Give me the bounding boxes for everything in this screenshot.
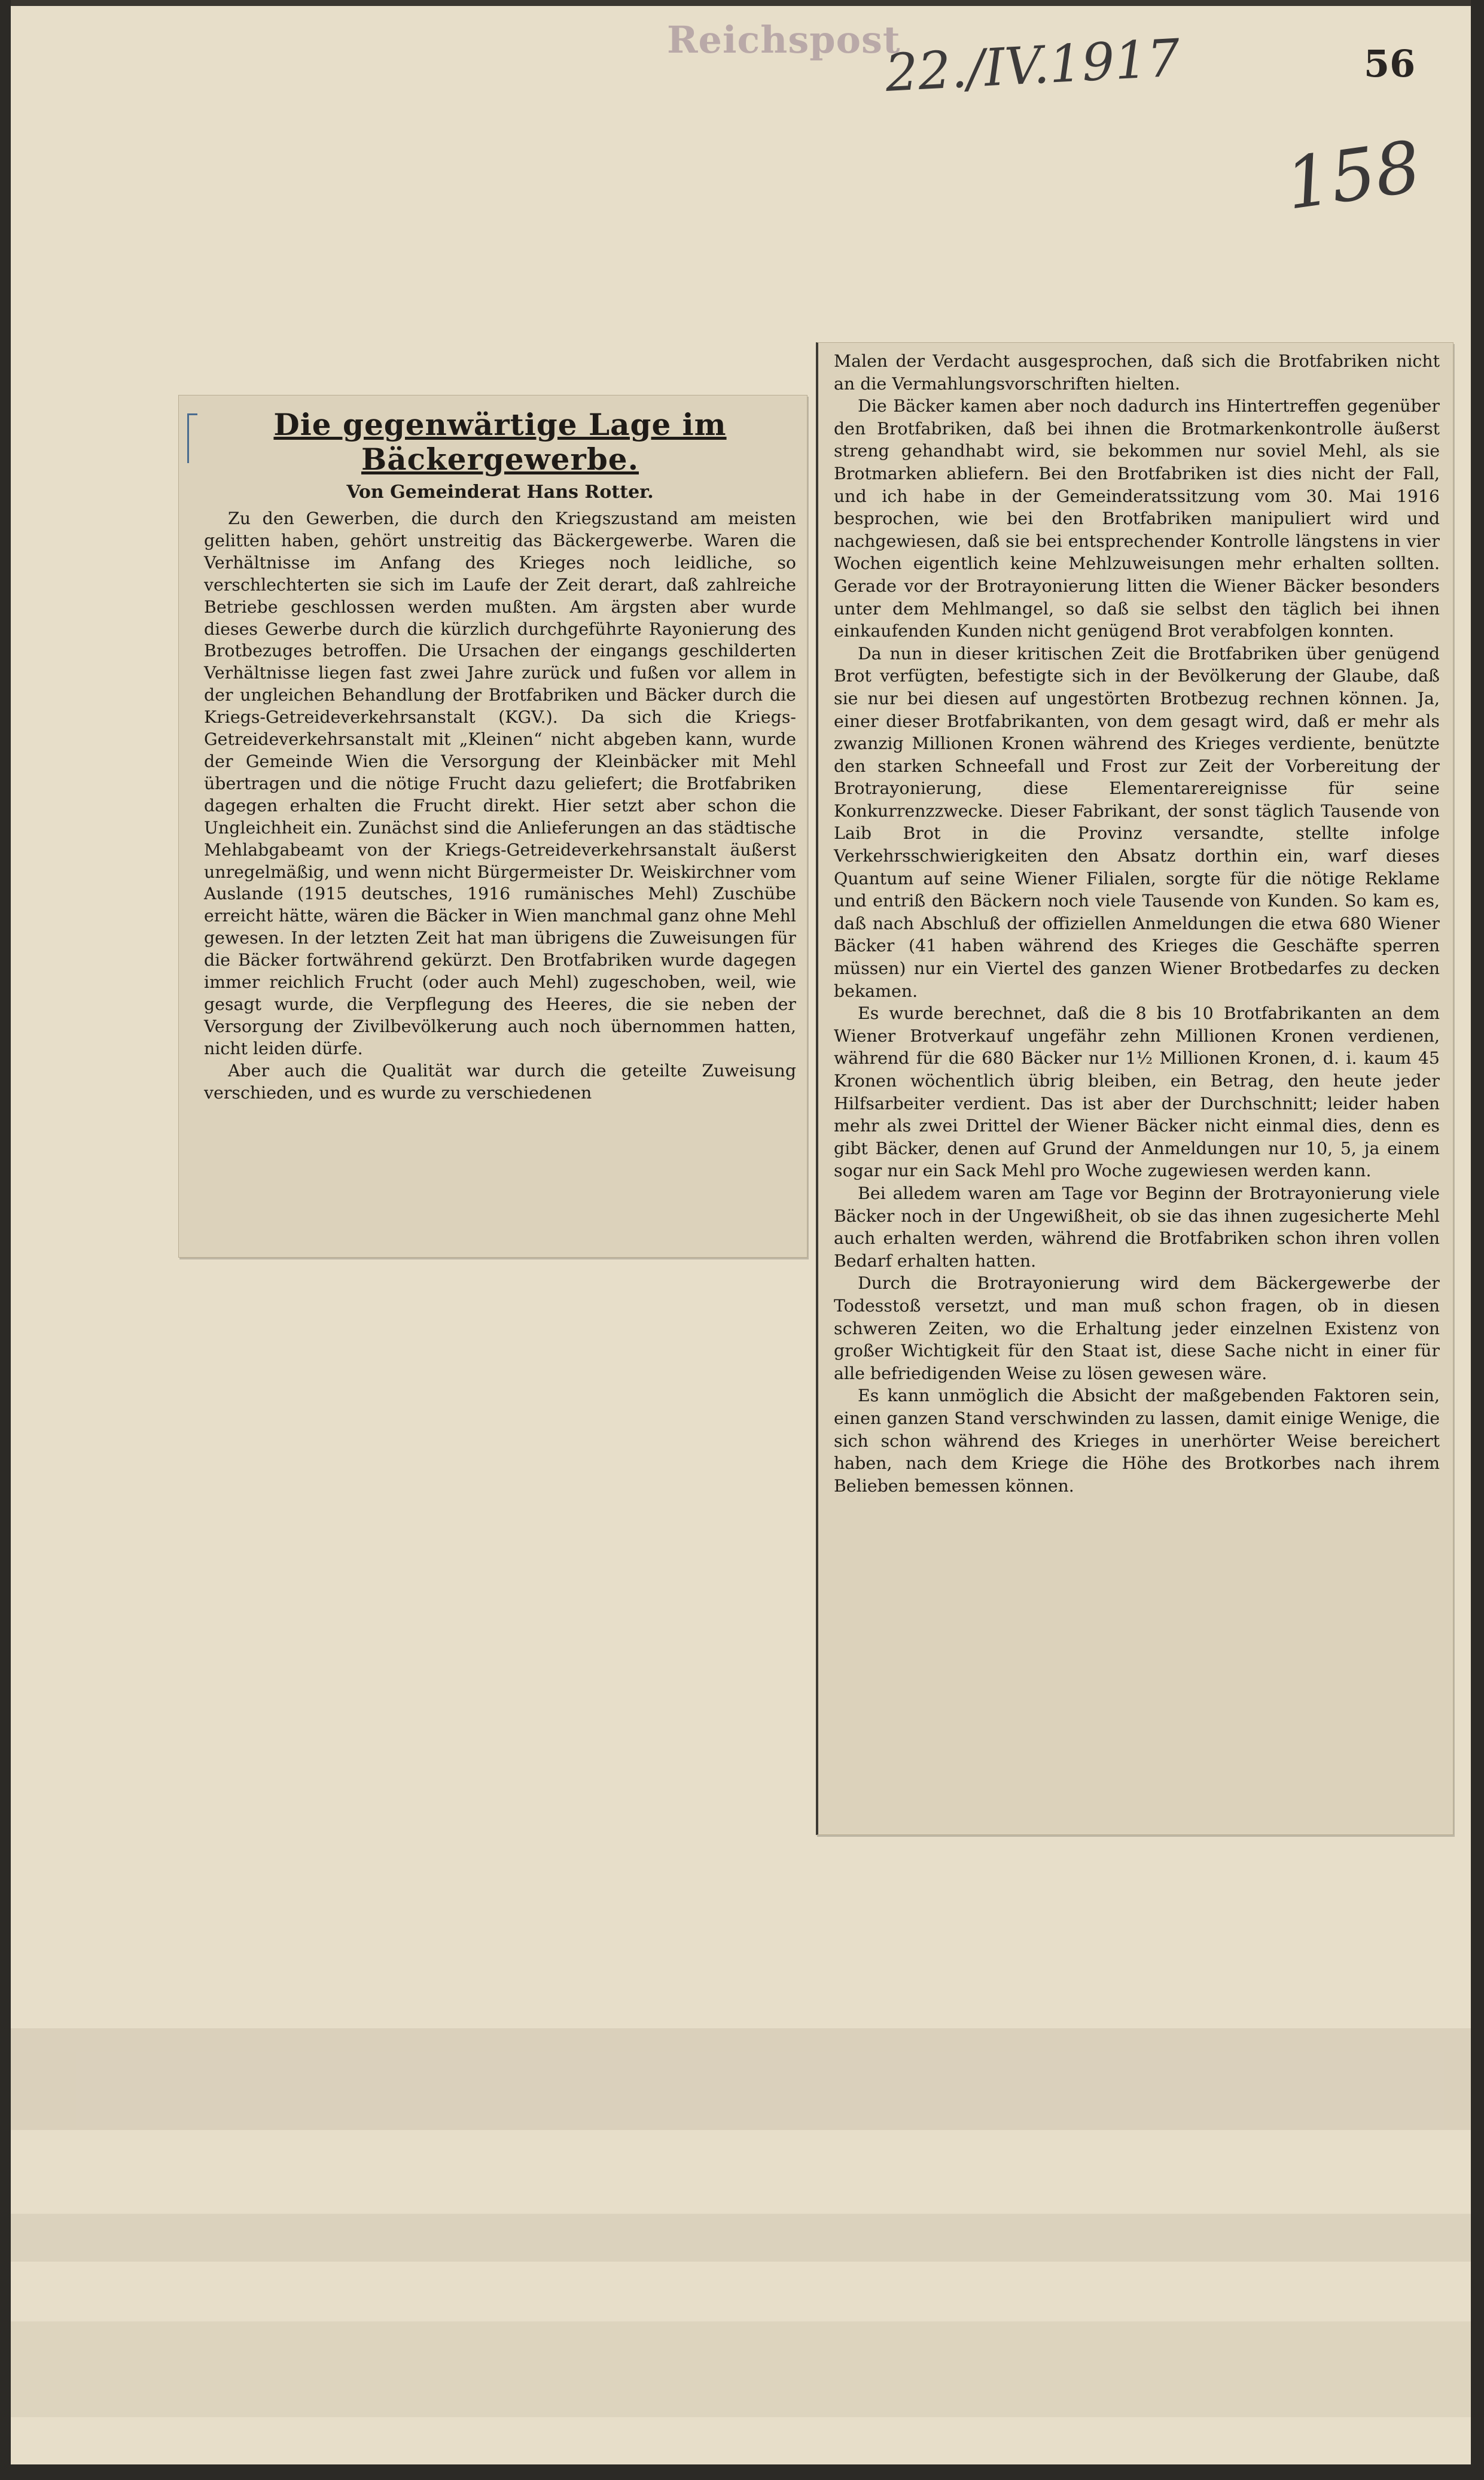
scan-frame-right bbox=[1471, 0, 1484, 2480]
paragraph: Aber auch die Qualität war durch die geteilte Zuweisung verschieden, und es wurde zu verschiedenen bbox=[204, 1060, 796, 1103]
handwritten-archive-number: 158 bbox=[1280, 124, 1426, 226]
paper-fold-shadow bbox=[11, 2214, 1471, 2262]
paragraph: Da nun in dieser kritischen Zeit die Brotfabriken über genügend Brot verfügten, befestigte sich in der Bevölkerung der Glaube, daß sie nur bei diesen auf ungestörten Brotbezug rechnen können. Ja, einer dieser Brotfabrikanten, von dem gesagt wird, daß er mehr als zwanzig Millionen Kronen während des Krieges verdiente, benützte den starken Schneefall und Frost zur Zeit der Vorbereitung der Brotrayonierung, diese Elementarereignisse für seine Konkurrenzzwecke. Dieser Fabrikant, der sonst täglich Tausende von Laib Brot in die Provinz versandte, stellte infolge Verkehrsschwierigkeiten den Absatz dorthin ein, warf dieses Quantum auf seine Wiener Filialen, sorgte für die nötige Reklame und entriß den Bäckern noch viele Tausende von Kunden. So kam es, daß nach Abschluß der offiziellen Anmeldungen die etwa 680 Wiener Bäcker (41 haben während des Krieges die Geschäfte sperren müssen) nur ein Viertel des ganzen Wiener Brotbedarfes zu decken bekamen. bbox=[834, 643, 1440, 1001]
newspaper-source-stamp: Reichspost bbox=[667, 18, 901, 62]
article-byline: Von Gemeinderat Hans Rotter. bbox=[346, 482, 654, 503]
paragraph: Zu den Gewerben, die durch den Kriegszustand am meisten gelitten haben, gehört unstreitig das Bäckergewerbe. Waren die Verhältnisse im Anfang des Krieges noch leidliche, so verschlechterten sie sich im Laufe der Zeit derart, daß zahlreiche Betriebe geschlossen werden mußten. Am ärgsten aber wurde dieses Gewerbe durch die kürzlich durchgeführte Rayonierung des Brotbezuges betroffen. Die Ursachen der eingangs geschilderten Verhältnisse liegen fast zwei Jahre zurück und fußen vor allem in der ungleichen Behandlung der Brotfabriken und Bäcker durch die Kriegs-Getreideverkehrsanstalt (KGV.). Da sich die Kriegs-Getreideverkehrsanstalt mit „Kleinen“ nicht abgeben kann, wurde der Gemeinde Wien die Versorgung der Kleinbäcker mit Mehl übertragen und die nötige Frucht dazu geliefert; die Brotfabriken dagegen erhalten die Frucht direkt. Hier setzt aber schon die Ungleichheit ein. Zunächst sind die Anlieferungen an das städtische Mehlabgabeamt von der Kriegs-Getreideverkehrsanstalt äußerst unregelmäßig, und wenn nicht Bürgermeister Dr. Weiskirchner vom Auslande (1915 deutsches, 1916 rumänisches Mehl) Zuschübe erreicht hätte, wären die Bäcker in Wien manchmal ganz ohne Mehl gewesen. In der letzten Zeit hat man übrigens die Zuweisungen für die Bäcker fortwährend gekürzt. Den Brotfabriken wurde dagegen immer reichlich Frucht (oder auch Mehl) zugeschoben, weil, wie gesagt wurde, die Verpflegung des Heeres, die sie neben der Versorgung der Zivilbevölkerung auch noch übernommen hatten, nicht leiden dürfe. bbox=[204, 509, 796, 1058]
scan-frame-left bbox=[0, 0, 11, 2480]
paragraph: Durch die Brotrayonierung wird dem Bäckergewerbe der Todesstoß versetzt, und man muß schon fragen, ob in diesen schweren Zeiten, wo die Erhaltung jeder einzelnen Existenz von großer Wichtigkeit für den Staat ist, diese Sache nicht in einer für alle befriedigenden Weise zu lösen gewesen wäre. bbox=[834, 1273, 1440, 1383]
page-number: 56 bbox=[1364, 42, 1416, 86]
paragraph: Malen der Verdacht ausgesprochen, daß sich die Brotfabriken nicht an die Vermahlungsvorschriften hielten. bbox=[834, 351, 1440, 394]
clipping-right-column bbox=[816, 342, 1453, 1835]
paragraph: Es kann unmöglich die Absicht der maßgebenden Faktoren sein, einen ganzen Stand verschwinden zu lassen, damit einige Wenige, die sich schon während des Krieges in unerhörter Weise bereichert haben, nach dem Kriege die Höhe des Brotkorbes nach ihrem Belieben bemessen können. bbox=[834, 1386, 1440, 1496]
clipping-left-column bbox=[178, 395, 807, 1258]
paper-fold-shadow bbox=[11, 2028, 1471, 2130]
paragraph: Die Bäcker kamen aber noch dadurch ins Hintertreffen gegenüber den Brotfabriken, daß bei ihnen die Brotmarkenkontrolle äußerst streng gehandhabt wird, sie bekommen nur soviel Mehl, als sie Brotmarken abliefern. Bei den Brotfabriken ist dies nicht der Fall, und ich habe in der Gemeinderatssitzung vom 30. Mai 1916 besprochen, wie bei den Brotfabriken manipuliert wird und nachgewiesen, daß sie bei entsprechender Kontrolle längstens in vier Wochen eigentlich keine Mehlzuweisungen mehr erhalten sollten. Gerade vor der Brotrayonierung litten die Wiener Bäcker besonders unter dem Mehlmangel, so daß sie selbst den täglich bei ihnen einkaufenden Kunden nicht genügend Brot verabfolgen konnten. bbox=[834, 396, 1440, 641]
article-title: Die gegenwärtige Lage im Bäckergewerbe. bbox=[273, 407, 727, 477]
handwritten-date: 22./IV.1917 bbox=[883, 28, 1182, 104]
blue-pencil-mark bbox=[187, 413, 197, 463]
article-body-right bbox=[834, 350, 1440, 1497]
scan-frame-bottom bbox=[0, 2464, 1484, 2480]
paper-fold-shadow bbox=[11, 2321, 1471, 2417]
paragraph: Bei alledem waren am Tage vor Beginn der Brotrayonierung viele Bäcker noch in der Ungewißheit, ob sie das ihnen zugesicherte Mehl auch erhalten werden, während die Brotfabriken schon ihren vollen Bedarf erhalten hatten. bbox=[834, 1183, 1440, 1271]
scan-frame-top bbox=[0, 0, 1484, 6]
paragraph: Es wurde berechnet, daß die 8 bis 10 Brotfabrikanten an dem Wiener Brotverkauf ungefähr zehn Millionen Kronen verdienen, während für die 680 Bäcker nur 1½ Millionen Kronen, d. i. kaum 45 Kronen wöchentlich übrig bleiben, ein Betrag, den heute jeder Hilfsarbeiter verdient. Das ist aber der Durchschnitt; leider haben mehr als zwei Drittel der Wiener Bäcker nicht einmal dies, denn es gibt Bäcker, denen auf Grund der Anmeldungen nur 10, 5, ja einem sogar nur ein Sack Mehl pro Woche zugewiesen werden kann. bbox=[834, 1003, 1440, 1181]
article-body-left bbox=[204, 508, 796, 1104]
